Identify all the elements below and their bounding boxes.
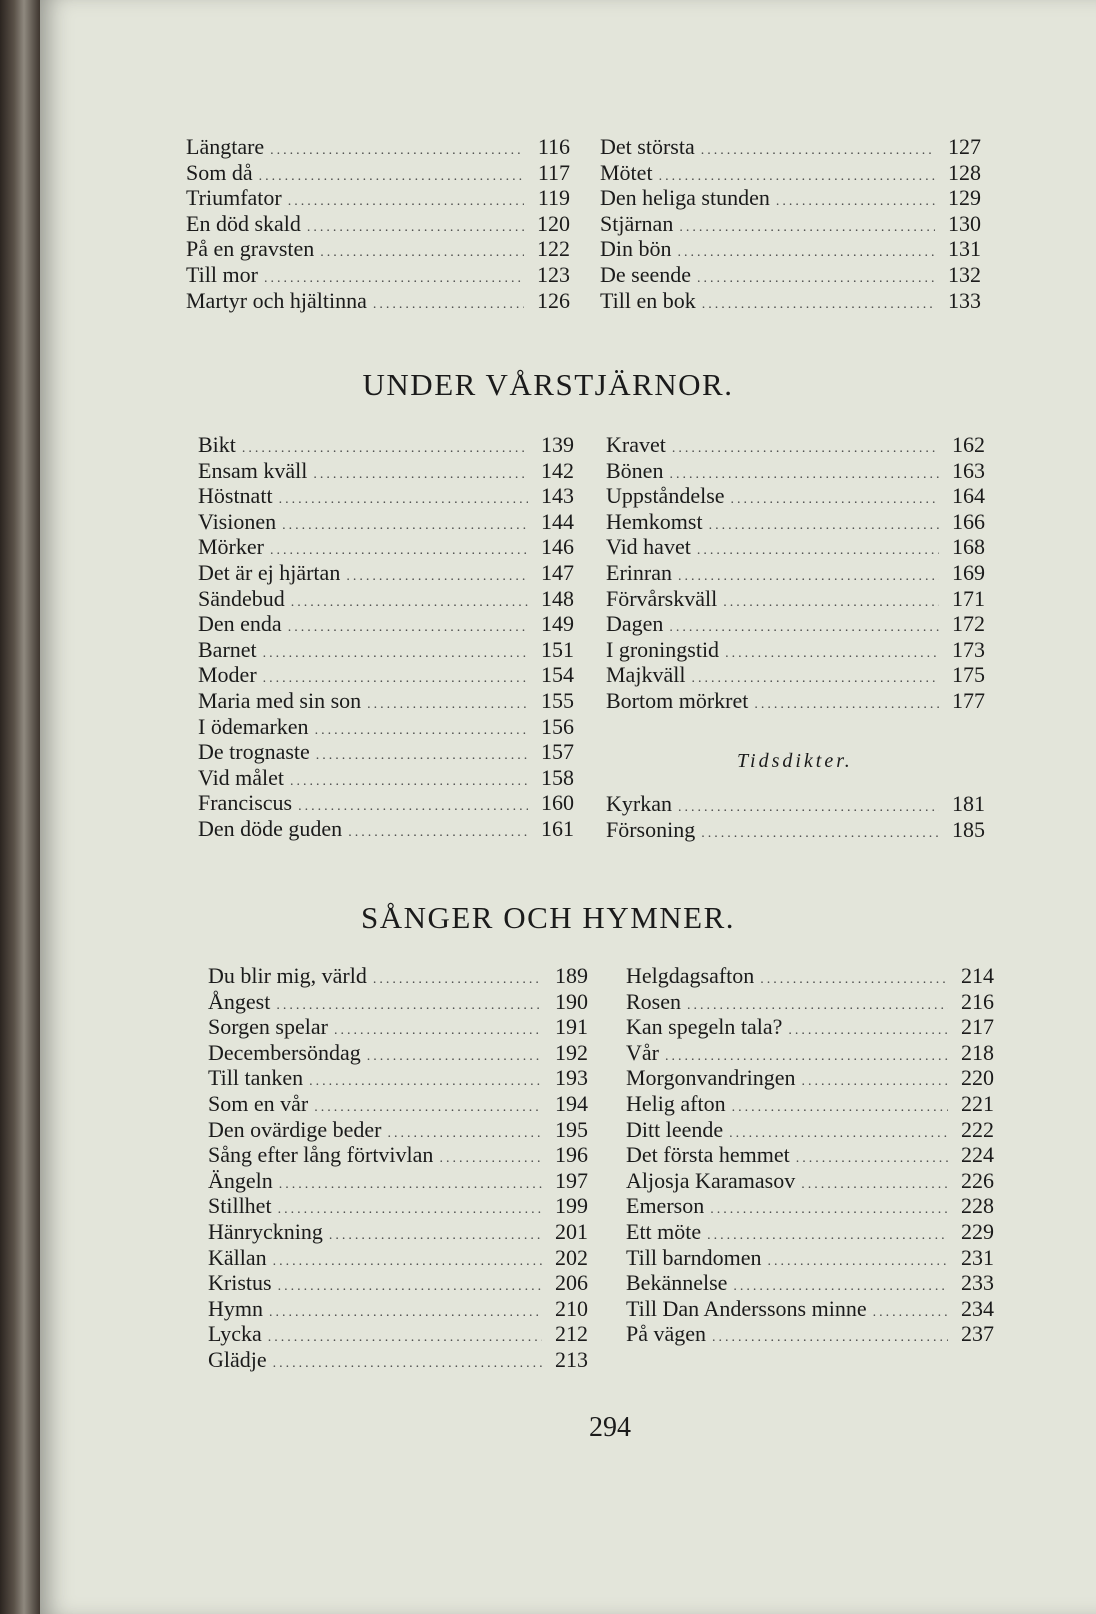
toc-entry [186,160,570,186]
dot-leader [712,1325,948,1351]
toc-entry-title: Försoning [606,816,696,842]
toc-entry-page: 129 [948,185,981,211]
toc-entry [198,765,574,791]
dot-leader [796,1146,948,1172]
toc-entry-title: Helig afton [626,1090,726,1116]
toc-entry-title: Bikt [198,432,236,457]
toc-entry-title: Bekännelse [626,1270,728,1296]
toc-entry [208,1193,588,1219]
toc-entry-page: 158 [541,764,574,790]
toc-entry [626,989,994,1015]
dot-leader [439,1146,542,1172]
toc-entry-page: 192 [555,1039,588,1065]
toc-entry-page: 177 [952,687,985,713]
toc-entry-title: De seende [600,261,692,287]
toc-entry-title: Sändebud [198,585,285,611]
toc-entry-title: Maria med sin son [198,687,362,713]
dot-leader [767,1249,948,1275]
toc-entry-page: 218 [961,1039,994,1065]
toc-entry-title: Hänryckning [208,1218,323,1244]
toc-entry [626,1040,994,1066]
toc-entry-page: 228 [961,1193,994,1219]
toc-entry-page: 160 [541,790,574,816]
dot-leader [288,189,524,215]
toc-entry-title: I ödemarken [198,713,309,739]
dot-leader [346,564,528,590]
toc-entry-title: Som då [186,159,253,185]
toc-entry [606,432,985,458]
toc-entry-page: 214 [961,963,994,988]
dot-leader [702,292,935,318]
toc-entry [198,662,574,688]
toc-entry [198,611,574,637]
toc-entry-title: Ängeln [208,1167,273,1193]
toc-entry [186,185,570,211]
dot-leader [282,513,528,539]
toc-entry-page: 144 [541,508,574,534]
dot-leader [678,240,936,266]
toc-entry [600,211,981,237]
toc-entry [208,1296,588,1322]
toc-entry-title: På en gravsten [186,236,315,262]
dot-leader [279,487,528,513]
dot-leader [801,1069,948,1095]
dot-leader [754,692,939,718]
toc-entry [208,1347,588,1373]
toc-column-right [600,134,981,313]
toc-entry-page: 126 [537,287,570,313]
dot-leader [873,1300,948,1326]
toc-entry-page: 175 [952,662,985,688]
toc-entry-page: 156 [541,713,574,739]
toc-entry-page: 210 [555,1295,588,1321]
toc-entry [208,1040,588,1066]
dot-leader [259,164,524,190]
toc-entry [606,688,985,714]
dot-leader [776,189,935,215]
toc-entry-page: 128 [948,159,981,185]
dot-leader [313,462,528,488]
dot-leader [348,820,528,846]
dot-leader [679,215,935,241]
toc-entry-title: Till tanken [208,1065,304,1091]
dot-leader [278,1274,542,1300]
toc-entry-page: 162 [952,432,985,457]
toc-entry-title: Höstnatt [198,483,273,509]
toc-entry [186,262,570,288]
toc-entry-page: 194 [555,1090,588,1116]
toc-entry-page: 197 [555,1167,588,1193]
toc-entry-title: Den heliga stunden [600,185,770,211]
toc-entry [600,160,981,186]
dot-leader [269,1300,542,1326]
toc-entry-title: Till mor [186,261,258,287]
toc-entry [198,458,574,484]
dot-leader [760,967,948,993]
toc-entry-title: Mörker [198,534,264,560]
toc-entry [626,1296,994,1322]
dot-leader [725,641,939,667]
toc-entry-title: Den ovärdige beder [208,1116,382,1142]
toc-entry-title: Stjärnan [600,210,674,236]
toc-column-left [186,134,570,313]
toc-entry-page: 163 [952,457,985,483]
toc-entry [606,662,985,688]
toc-entry-page: 132 [948,261,981,287]
dot-leader [701,138,935,164]
toc-entry-title: Förvårskväll [606,585,718,611]
toc-entry [626,1168,994,1194]
toc-entry-page: 199 [555,1193,588,1219]
toc-entry [198,560,574,586]
dot-leader [373,967,542,993]
dot-leader [334,1018,542,1044]
toc-entry-page: 172 [952,611,985,637]
toc-entry-page: 148 [541,585,574,611]
toc-entry-title: Till en bok [600,287,696,313]
toc-entry-title: Triumfator [186,185,282,211]
toc-entry-page: 173 [952,636,985,662]
toc-entry-title: Rosen [626,988,681,1014]
book-spine [0,0,40,1614]
toc-entry-page: 212 [555,1321,588,1347]
toc-entry-page: 221 [961,1090,994,1116]
toc-entry-title: Vår [626,1039,659,1065]
toc-entry [606,817,985,843]
toc-entry-page: 143 [541,483,574,509]
dot-leader [309,1069,542,1095]
toc-entry [626,1321,994,1347]
dot-leader [709,513,939,539]
toc-entry-page: 237 [961,1321,994,1347]
toc-entry-title: På vägen [626,1321,707,1347]
toc-entry-title: Ditt leende [626,1116,724,1142]
toc-entry-title: Franciscus [198,790,293,816]
toc-entry [626,1270,994,1296]
toc-entry-title: Sorgen spelar [208,1014,328,1040]
toc-entry-title: Den enda [198,611,282,637]
toc-entry-page: 222 [961,1116,994,1142]
dot-leader [316,743,528,769]
toc-entry [606,509,985,535]
toc-entry-title: Helgdagsafton [626,963,755,988]
toc-entry-page: 164 [952,483,985,509]
toc-entry [606,791,985,817]
toc-entry [198,509,574,535]
toc-entry-title: Kristus [208,1270,272,1296]
toc-entry [186,236,570,262]
toc-entry-title: Ångest [208,988,271,1014]
toc-entry [626,1065,994,1091]
dot-leader [290,769,528,795]
toc-entry-title: Uppståndelse [606,483,725,509]
toc-column-right [606,432,985,714]
toc-entry-title: Den döde guden [198,815,343,841]
toc-entry [606,637,985,663]
toc-entry-page: 161 [541,815,574,841]
toc-section-2-tidsdikter [606,791,985,847]
toc-entry-title: Moder [198,662,257,688]
toc-entry-page: 146 [541,534,574,560]
toc-entry-page: 233 [961,1270,994,1296]
toc-entry-page: 122 [537,236,570,262]
dot-leader [678,795,939,821]
toc-entry-title: Källan [208,1244,267,1270]
toc-entry [198,637,574,663]
toc-column-right-sub [606,791,985,842]
toc-entry-title: Bortom mörkret [606,687,749,713]
toc-entry-title: Aljosja Karamasov [626,1167,796,1193]
toc-entry-page: 116 [537,134,570,159]
toc-entry [198,816,574,842]
toc-column-left [198,432,574,842]
toc-entry-page: 224 [961,1142,994,1168]
dot-leader [373,292,524,318]
toc-entry-title: Det är ej hjärtan [198,559,341,585]
toc-entry-page: 216 [961,988,994,1014]
toc-entry-title: Kravet [606,432,666,457]
toc-entry-title: Martyr och hjältinna [186,287,367,313]
toc-entry [600,288,981,314]
toc-entry-title: Visionen [198,508,277,534]
toc-entry [208,1245,588,1271]
toc-entry-page: 155 [541,687,574,713]
dot-leader [270,138,524,164]
dot-leader [279,1172,542,1198]
toc-entry [198,688,574,714]
page-number: 294 [589,1412,631,1443]
toc-entry-page: 131 [948,236,981,262]
toc-entry [600,262,981,288]
toc-entry-title: Som en vår [208,1090,309,1116]
toc-entry-title: Dagen [606,611,664,637]
toc-entry [198,432,574,458]
toc-entry [208,1091,588,1117]
dot-leader [263,641,528,667]
toc-entry [198,483,574,509]
toc-entry [198,714,574,740]
toc-entry-page: 127 [948,134,981,159]
toc-entry [626,1117,994,1143]
dot-leader [710,1197,948,1223]
dot-leader [788,1018,948,1044]
toc-entry-title: Längtare [186,134,265,159]
toc-entry-page: 185 [952,816,985,842]
toc-entry-page: 157 [541,739,574,765]
toc-entry [606,611,985,637]
dot-leader [307,215,524,241]
toc-entry-page: 206 [555,1270,588,1296]
toc-entry-page: 196 [555,1142,588,1168]
dot-leader [288,615,528,641]
dot-leader [367,1044,542,1070]
toc-section-3 [208,963,994,1383]
toc-entry-title: Du blir mig, värld [208,963,367,988]
toc-entry [626,1091,994,1117]
dot-leader [268,1325,542,1351]
toc-entry [208,1168,588,1194]
toc-entry [198,534,574,560]
toc-section-2 [198,432,985,852]
toc-entry-title: Majkväll [606,662,686,688]
toc-entry [186,211,570,237]
toc-entry [600,236,981,262]
toc-entry [208,1321,588,1347]
dot-leader [701,821,939,847]
toc-entry-title: Vid havet [606,534,691,560]
toc-entry-title: Till barndomen [626,1244,762,1270]
toc-entry-page: 117 [537,159,570,185]
toc-entry-page: 220 [961,1065,994,1091]
toc-entry-title: Mötet [600,159,653,185]
toc-entry-title: I groningstid [606,636,720,662]
toc-entry-page: 201 [555,1218,588,1244]
section-heading-under-varstjarnor: UNDER VÅRSTJÄRNOR. [362,367,734,402]
toc-entry-page: 171 [952,585,985,611]
toc-entry-page: 191 [555,1014,588,1040]
toc-entry [626,1219,994,1245]
toc-entry-page: 166 [952,508,985,534]
toc-entry-page: 190 [555,988,588,1014]
toc-entry-page: 168 [952,534,985,560]
toc-entry-title: Ett möte [626,1218,702,1244]
toc-entry-title: En död skald [186,210,301,236]
toc-entry-title: Emerson [626,1193,705,1219]
toc-entry [208,1117,588,1143]
dot-leader [801,1172,948,1198]
toc-entry-title: Erinran [606,559,672,585]
toc-entry-page: 142 [541,457,574,483]
toc-entry-page: 169 [952,559,985,585]
toc-entry-title: Kan spegeln tala? [626,1014,783,1040]
dot-leader [732,1095,948,1121]
toc-entry-title: Till Dan Anderssons minne [626,1295,867,1321]
toc-entry-page: 195 [555,1116,588,1142]
section-heading-sanger-och-hymner: SÅNGER OCH HYMNER. [360,900,736,935]
toc-entry-page: 226 [961,1167,994,1193]
toc-entry [626,1142,994,1168]
toc-entry-page: 119 [537,185,570,211]
toc-entry [600,134,981,160]
toc-entry-page: 217 [961,1014,994,1040]
dot-leader [315,718,528,744]
toc-entry [606,534,985,560]
toc-entry-title: De trognaste [198,739,310,765]
toc-entry-page: 154 [541,662,574,688]
dot-leader [697,266,935,292]
toc-entry-page: 151 [541,636,574,662]
toc-entry-page: 120 [537,210,570,236]
toc-entry [600,185,981,211]
toc-entry-page: 130 [948,210,981,236]
toc-entry [186,288,570,314]
toc-entry-title: Hemkomst [606,508,703,534]
toc-entry-title: Barnet [198,636,257,662]
toc-entry-title: Sång efter lång förtvivlan [208,1142,434,1168]
dot-leader [731,487,939,513]
toc-entry-page: 213 [555,1346,588,1372]
toc-entry-title: Din bön [600,236,672,262]
toc-entry-page: 123 [537,261,570,287]
toc-entry [606,586,985,612]
toc-entry-title: Lycka [208,1321,262,1347]
dot-leader [329,1223,542,1249]
toc-entry-title: Vid målet [198,764,285,790]
toc-entry [198,586,574,612]
toc-entry-title: Ensam kväll [198,457,308,483]
toc-entry [208,963,588,989]
toc-entry [208,1219,588,1245]
toc-entry [198,739,574,765]
toc-column-left [208,963,588,1373]
toc-entry [208,1014,588,1040]
toc-entry-title: Bönen [606,457,664,483]
toc-entry-page: 139 [541,432,574,457]
dot-leader [273,1249,542,1275]
toc-entry [626,1245,994,1271]
toc-entry-page: 133 [948,287,981,313]
toc-entry-title: Hymn [208,1295,263,1321]
dot-leader [291,590,528,616]
dot-leader [723,590,939,616]
toc-entry [626,1014,994,1040]
toc-entry [606,560,985,586]
toc-entry-page: 231 [961,1244,994,1270]
toc-entry-title: Kyrkan [606,791,672,816]
toc-entry-page: 147 [541,559,574,585]
toc-entry-page: 229 [961,1218,994,1244]
toc-entry-page: 234 [961,1295,994,1321]
toc-entry-title: Glädje [208,1346,267,1372]
toc-entry [186,134,570,160]
dot-leader [697,538,939,564]
toc-column-right [626,963,994,1347]
toc-entry-page: 202 [555,1244,588,1270]
subheading-tidsdikter: Tidsdikter. [737,750,853,772]
toc-entry-title: Det första hemmet [626,1142,790,1168]
toc-entry-title: Det största [600,134,695,159]
toc-entry-page: 181 [952,791,985,816]
toc-entry [606,458,985,484]
dot-leader [672,436,939,462]
toc-entry [198,790,574,816]
dot-leader [367,692,528,718]
toc-entry-page: 189 [555,963,588,988]
toc-entry-title: Stillhet [208,1193,272,1219]
toc-entry [606,483,985,509]
toc-entry [208,989,588,1015]
toc-entry [208,1065,588,1091]
dot-leader [273,1351,542,1377]
toc-entry-page: 193 [555,1065,588,1091]
toc-entry-title: Decembersöndag [208,1039,361,1065]
toc-entry [626,963,994,989]
toc-section-1 [186,134,981,314]
toc-entry [208,1142,588,1168]
dot-leader [320,240,524,266]
toc-entry-page: 149 [541,611,574,637]
toc-entry [208,1270,588,1296]
toc-entry [626,1193,994,1219]
toc-entry-title: Morgonvandringen [626,1065,796,1091]
